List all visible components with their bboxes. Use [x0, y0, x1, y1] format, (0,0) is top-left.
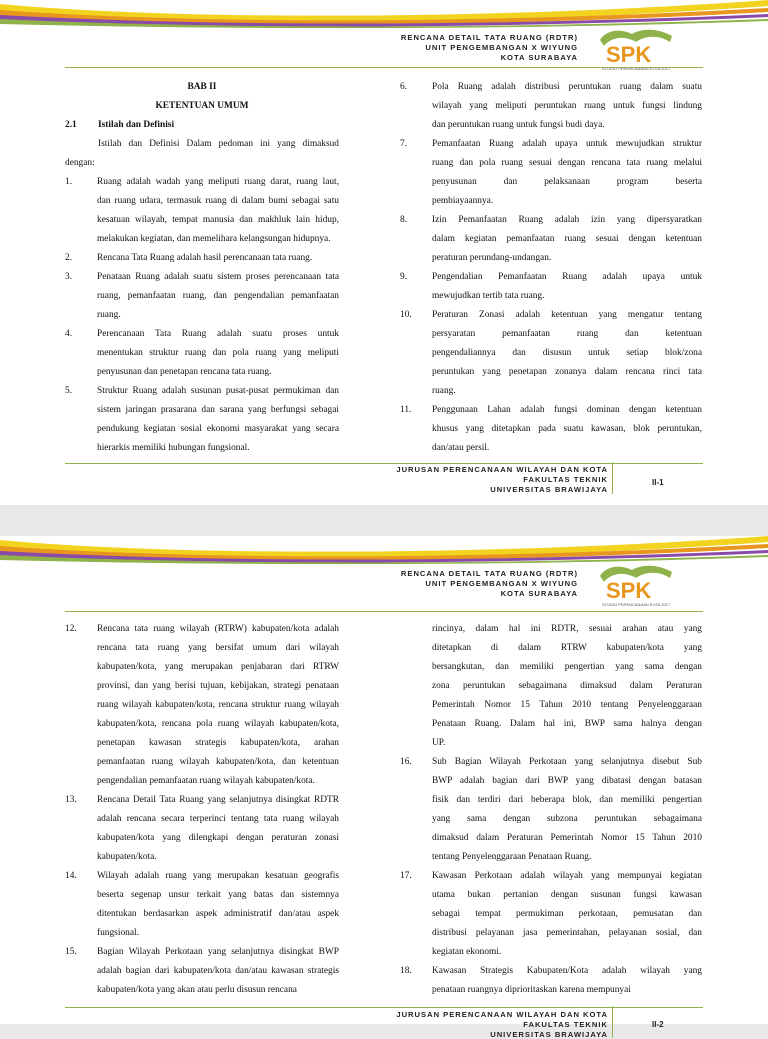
text-line: provinsi, dan yang berisi tujuan, kebijakan, strategi penataan — [97, 681, 339, 691]
item-number: 15. — [65, 947, 77, 957]
footer-line-1: JURUSAN PERENCANAAN WILAYAH DAN KOTA — [396, 1010, 608, 1019]
text-line: kabupaten/kota yang dilengkapi dengan peraturan zonasi — [97, 833, 339, 843]
text-line: sebagai tempat permukiman perkotaan, pemusatan dan — [432, 909, 702, 919]
text-line: ruang, pemanfaatan ruang, dan pengendalian pemanfaatan — [97, 291, 339, 301]
text-line: Bagian Wilayah Perkotaan yang selanjutnya disingkat BWP — [97, 947, 339, 957]
definition-item — [400, 135, 702, 211]
text-line: ruang. — [97, 310, 121, 320]
text-line: Sub Bagian Wilayah Perkotaan yang selanjutnya disebut Sub — [432, 757, 702, 767]
text-line: BWP adalah bagian dari BWP yang dibatasi dengan batasan — [432, 776, 702, 786]
text-line: hierarkis memiliki hubungan fungsional. — [97, 443, 250, 453]
text-line: Pola Ruang adalah distribusi peruntukan ruang dalam suatu — [432, 82, 702, 92]
definition-list-right — [400, 78, 702, 458]
continued-definition — [400, 620, 702, 753]
text-line: beserta segenap unsur terkait yang batas dan sistemnya — [97, 890, 339, 900]
text-line: pembiayaannya. — [432, 196, 494, 206]
definition-list-left — [65, 620, 339, 1000]
definition-item — [65, 173, 339, 249]
text-line: zona peruntukan sebagaimana dimaksud dalam Peraturan — [432, 681, 702, 691]
item-number: 17. — [400, 871, 412, 881]
text-line: dan peruntukan ruang untuk fungsi budi daya. — [432, 120, 605, 130]
footer-divider — [65, 1007, 703, 1008]
definition-item — [400, 401, 702, 458]
text-line: bersangkutan, dan memiliki pengertian yang sama dengan — [432, 662, 702, 672]
definition-item — [65, 268, 339, 325]
text-line: persyaratan pemanfaatan ruang dan ketentuan — [432, 329, 702, 339]
definition-item — [65, 791, 339, 867]
chapter-title: KETENTUAN UMUM — [155, 101, 249, 111]
page-number: II-1 — [652, 478, 664, 487]
text-line: mewujudkan tertib tata ruang. — [432, 291, 545, 301]
header-line-3: KOTA SURABAYA — [500, 589, 578, 598]
text-line: wilayah yang meliputi peruntukan ruang untuk fungsi lindung — [432, 101, 702, 111]
text-line: Rencana Tata Ruang adalah hasil perencanaan tata ruang. — [97, 253, 313, 263]
right-column — [400, 78, 702, 458]
text-line: pendukung kegiatan sosial ekonomi masyarakat yang secara — [97, 424, 339, 434]
text-line: ruang. — [432, 386, 456, 396]
item-number: 8. — [400, 215, 408, 225]
item-number: 2. — [65, 253, 73, 263]
item-text — [432, 306, 702, 401]
item-number: 10. — [400, 310, 412, 320]
definition-item — [400, 867, 702, 962]
item-text — [432, 753, 702, 867]
spk-logo — [598, 562, 678, 608]
text-line: dan ruang udara, termasuk ruang di dalam bumi sebagai satu — [97, 196, 339, 206]
text-line: dalam kegiatan pemanfaatan ruang sesuai dengan ketentuan — [432, 234, 702, 244]
footer-line-2: FAKULTAS TEKNIK — [523, 474, 608, 484]
text-line: utama bukan pertanian dengan susunan fungsi kawasan — [432, 890, 702, 900]
text-line: sistem jaringan prasarana dan sarana yang berfungsi sebagai — [97, 405, 339, 415]
definition-item — [400, 962, 702, 1000]
report-footer — [396, 1010, 608, 1039]
header-divider — [65, 611, 703, 612]
item-text — [432, 211, 702, 268]
text-line: menentukan struktur ruang dan pola ruang yang meliputi — [97, 348, 339, 358]
document-page-1 — [0, 0, 768, 505]
item-text — [97, 325, 339, 382]
text-line: pemanfaatan ruang wilayah kabupaten/kota, dan ketentuan — [97, 757, 339, 767]
item-number: 6. — [400, 82, 408, 92]
item-number: 4. — [65, 329, 73, 339]
footer-line-1: JURUSAN PERENCANAAN WILAYAH DAN KOTA — [396, 465, 608, 474]
intro-line-2: dengan: — [65, 158, 95, 168]
chapter-label: BAB II — [187, 82, 217, 92]
text-line: kabupaten/kota. — [97, 852, 157, 862]
document-page-2 — [0, 536, 768, 1039]
item-number: 5. — [65, 386, 73, 396]
item-number: 16. — [400, 757, 412, 767]
item-number: 7. — [400, 139, 408, 149]
text-line: khusus yang ditetapkan pada suatu kawasan, blok peruntukan, — [432, 424, 702, 434]
item-text — [97, 268, 339, 325]
report-footer — [396, 465, 608, 494]
text-line: kegiatan ekonomi. — [432, 947, 502, 957]
header-line-2: UNIT PENGEMBANGAN X WIYUNG — [425, 43, 578, 52]
definition-item — [65, 382, 339, 458]
definition-item — [65, 867, 339, 943]
item-text — [432, 268, 702, 306]
item-text — [97, 943, 339, 1000]
text-line: Struktur Ruang adalah susunan pusat-pusat permukiman dan — [97, 386, 339, 396]
definition-item — [65, 943, 339, 1000]
text-line: rincinya, dalam hal ini RDTR, sesuai arahan atau yang — [432, 624, 702, 634]
footer-separator — [612, 462, 613, 494]
definition-item — [65, 325, 339, 382]
definition-item — [400, 268, 702, 306]
logo-text: SPK — [606, 578, 652, 603]
item-number: 18. — [400, 966, 412, 976]
footer-divider — [65, 463, 703, 464]
item-text — [432, 135, 702, 211]
text-line: Penggunaan Lahan adalah fungsi dominan dengan ketentuan — [432, 405, 702, 415]
page-number: II-2 — [652, 1020, 664, 1029]
section-number: 2.1 — [65, 120, 77, 130]
item-number: 11. — [400, 405, 412, 415]
text-line: Rencana tata ruang wilayah (RTRW) kabupaten/kota adalah — [97, 624, 339, 634]
text-line: UP. — [432, 738, 446, 748]
text-line: penetapan kawasan strategis kabupaten/kota, arahan — [97, 738, 339, 748]
item-text — [432, 401, 702, 458]
definition-list-left — [65, 173, 339, 458]
item-text — [97, 867, 339, 943]
item-number: 14. — [65, 871, 77, 881]
text-line: Penataan Ruang adalah suatu sistem proses perencanaan tata — [97, 272, 339, 282]
section-title: Istilah dan Definisi — [98, 120, 175, 130]
text-line: rencana tata ruang yang bersifat umum dari wilayah — [97, 643, 339, 653]
item-text — [432, 867, 702, 962]
text-line: melakukan kegiatan, dan memelihara kelangsungan hidupnya. — [97, 234, 331, 244]
logo-subtext: STUDIO PERENCANAAN KOTA 2017 — [602, 602, 671, 607]
text-line: dan/atau persil. — [432, 443, 490, 453]
header-line-1: RENCANA DETAIL TATA RUANG (RDTR) — [400, 569, 578, 578]
text-line: peraturan perundang-undangan. — [432, 253, 552, 263]
text-line: kabupaten/kota yang akan atau perlu disusun rencana — [97, 985, 297, 995]
footer-line-2: FAKULTAS TEKNIK — [523, 1019, 608, 1029]
text-line: yang sama dengan subzona peruntukan sebagaimana — [432, 814, 702, 824]
text-line: Pemerintah Nomor 15 Tahun 2010 tentang Penyelenggaraan — [432, 700, 702, 710]
text-line: Kawasan Strategis Kabupaten/Kota adalah wilayah yang — [432, 966, 702, 976]
header-line-1: RENCANA DETAIL TATA RUANG (RDTR) — [400, 33, 578, 42]
logo-subtext: STUDIO PERENCANAAN KOTA 2017 — [602, 66, 671, 71]
text-line: Kawasan Perkotaan adalah wilayah yang mempunyai kegiatan — [432, 871, 702, 881]
text-line: Pemanfaatan Ruang adalah upaya untuk mewujudkan struktur — [432, 139, 702, 149]
right-column — [400, 620, 702, 1000]
item-number: 3. — [65, 272, 73, 282]
text-line: fisik dan terdiri dari beberapa blok, dan memiliki pengertian — [432, 795, 702, 805]
item-number: 1. — [65, 177, 73, 187]
left-column — [65, 78, 339, 458]
header-line-2: UNIT PENGEMBANGAN X WIYUNG — [425, 579, 578, 588]
text-line: Perencanaan Tata Ruang adalah suatu proses untuk — [97, 329, 339, 339]
text-line: Izin Pemanfaatan Ruang adalah izin yang dipersyaratkan — [432, 215, 702, 225]
definition-list-right — [400, 753, 702, 1000]
item-text — [97, 249, 339, 268]
left-column — [65, 620, 339, 1000]
text-line: penyusunan dan pelaksanaan program beserta — [432, 177, 702, 187]
header-line-3: KOTA SURABAYA — [500, 53, 578, 62]
text-line: dimaksud dalam Peraturan Pemerintah Nomor 15 Tahun 2010 — [432, 833, 702, 843]
text-line: kesatuan wilayah, tempat manusia dan makhluk lain hidup, — [97, 215, 339, 225]
item-number: 9. — [400, 272, 408, 282]
text-line: penataan ruangnya diprioritaskan karena mempunyai — [432, 985, 631, 995]
text-line: distribusi pelayanan jasa pemerintahan, pelayanan sosial, dan — [432, 928, 702, 938]
item-text — [432, 78, 702, 135]
section-heading — [65, 116, 339, 135]
definition-item — [400, 753, 702, 867]
text-line: penyusunan dan penetapan rencana tata ruang. — [97, 367, 272, 377]
definition-item — [400, 78, 702, 135]
report-header — [401, 33, 578, 63]
item-text — [432, 962, 702, 1000]
text-line: peruntukan yang penetapan zonanya dalam rencana rinci tata — [432, 367, 702, 377]
text-line: Rencana Detail Tata Ruang yang selanjutnya disingkat RDTR — [97, 795, 339, 805]
item-number: 12. — [65, 624, 77, 634]
item-text — [97, 382, 339, 458]
definition-item — [400, 306, 702, 401]
text-line: ruang dan pola ruang sesuai dengan rencana tata ruang melalui — [432, 158, 702, 168]
item-text — [97, 791, 339, 867]
text-line: ditentukan berdasarkan aspek administratif dan/atau aspek — [97, 909, 339, 919]
intro-line-1: Istilah dan Definisi Dalam pedoman ini yang dimaksud — [98, 139, 339, 149]
definition-item — [65, 249, 339, 268]
footer-separator — [612, 1006, 613, 1038]
text-line: fungsional. — [97, 928, 139, 938]
logo-text: SPK — [606, 42, 652, 67]
text-line: Peraturan Zonasi adalah ketentuan yang mengatur tentang — [432, 310, 702, 320]
text-line: adalah bagian dari kabupaten/kota dan/atau kawasan strategis — [97, 966, 339, 976]
text-line: Ruang adalah wadah yang meliputi ruang darat, ruang laut, — [97, 177, 339, 187]
item-text — [97, 173, 339, 249]
item-text — [97, 620, 339, 791]
text-line: ditetapkan di dalam RTRW kabupaten/kota yang — [432, 643, 702, 653]
text-line: Penataan Ruang. Dalam hal ini, BWP sama halnya dengan — [432, 719, 702, 729]
definition-item — [400, 211, 702, 268]
footer-line-3: UNIVERSITAS BRAWIJAYA — [490, 484, 608, 494]
text-line: adalah rencana secara terperinci tentang tata ruang wilayah — [97, 814, 339, 824]
item-number: 13. — [65, 795, 77, 805]
header-divider — [65, 67, 703, 68]
text-line: pengendalian pemanfaatan ruang wilayah kabupaten/kota. — [97, 776, 315, 786]
text-line: Wilayah adalah ruang yang merupakan kesatuan geografis — [97, 871, 339, 881]
text-line: tentang Penyelenggaraan Penataan Ruang. — [432, 852, 592, 862]
text-line: pengendaliannya dan disusun untuk setiap blok/zona — [432, 348, 702, 358]
text-line: kabupaten/kota, rencana pola ruang wilayah kabupaten/kota, — [97, 719, 339, 729]
text-line: kabupaten/kota, yang merupakan penjabaran dari RTRW — [97, 662, 339, 672]
report-header — [401, 569, 578, 599]
text-line: Pengendalian Pemanfaatan Ruang adalah upaya untuk — [432, 272, 702, 282]
spk-logo — [598, 26, 678, 72]
text-line: ruang wilayah kabupaten/kota, rencana struktur ruang wilayah — [97, 700, 339, 710]
definition-item — [65, 620, 339, 791]
footer-line-3: UNIVERSITAS BRAWIJAYA — [490, 1029, 608, 1039]
